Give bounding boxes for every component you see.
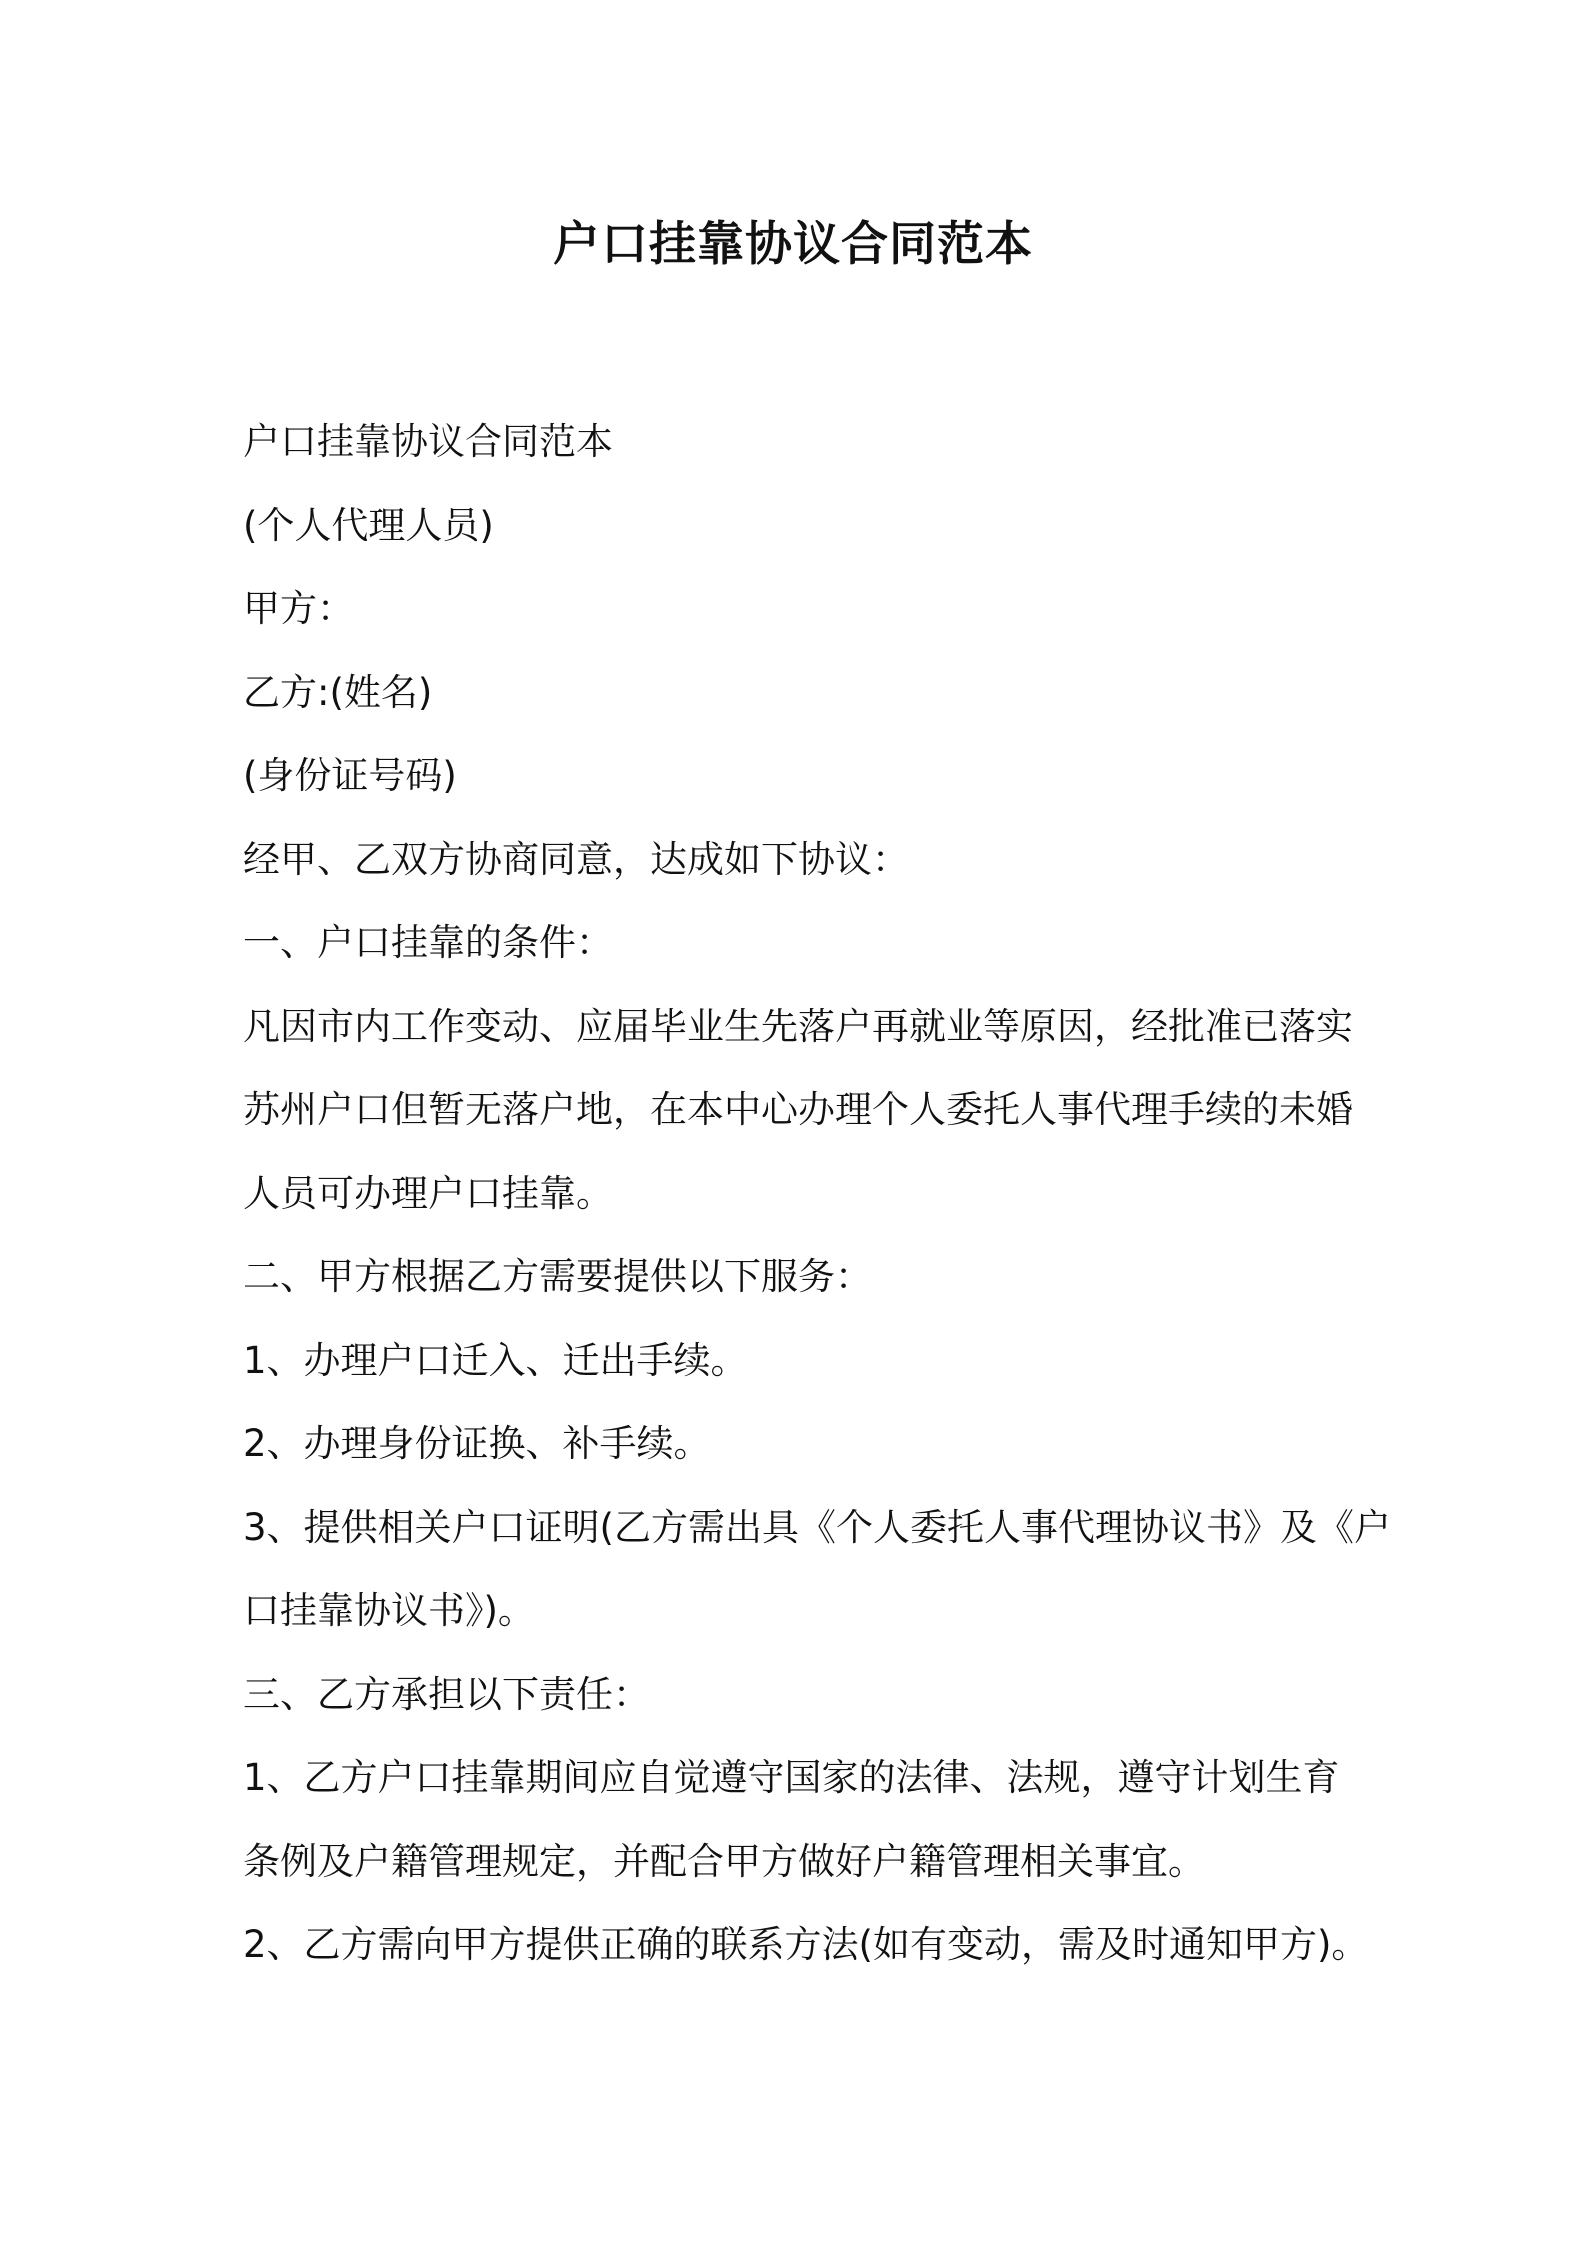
section-1-text-line: 人员可办理户口挂靠。 — [243, 1171, 613, 1215]
party-b-name-line: 乙方:(姓名) — [243, 670, 433, 714]
section-3-item-1-cont: 条例及户籍管理规定，并配合甲方做好户籍管理相关事宜。 — [243, 1839, 1205, 1883]
doc-subtitle-line: 户口挂靠协议合同范本 — [243, 420, 613, 463]
document-title: 户口挂靠协议合同范本 — [553, 217, 1033, 272]
section-1-text-line: 凡因市内工作变动、应届毕业生先落户再就业等原因，经批准已落实 — [243, 1004, 1353, 1048]
section-3-heading: 三、乙方承担以下责任： — [243, 1672, 650, 1716]
section-3-item-1: 1、乙方户口挂靠期间应自觉遵守国家的法律、法规，遵守计划生育 — [243, 1756, 1340, 1799]
section-2-item-3: 3、提供相关户口证明(乙方需出具《个人委托人事代理协议书》及《户 — [243, 1505, 1391, 1549]
personnel-type-line: (个人代理人员) — [243, 503, 494, 547]
section-2-item-3-cont: 口挂靠协议书》)。 — [243, 1589, 535, 1632]
section-1-heading: 一、户口挂靠的条件： — [243, 921, 613, 964]
party-b-id-line: (身份证号码) — [243, 754, 457, 797]
section-1-text-line: 苏州户口但暂无落户地，在本中心办理个人委托人事代理手续的未婚 — [243, 1088, 1353, 1131]
section-2-item-1: 1、办理户口迁入、迁出手续。 — [243, 1338, 748, 1382]
document-body — [243, 400, 1391, 1987]
section-2-item-2: 2、办理身份证换、补手续。 — [243, 1422, 711, 1465]
section-2-heading: 二、甲方根据乙方需要提供以下服务： — [243, 1255, 872, 1298]
agreement-intro-line: 经甲、乙双方协商同意，达成如下协议： — [243, 837, 909, 881]
section-3-item-2: 2、乙方需向甲方提供正确的联系方法(如有变动，需及时通知甲方)。 — [243, 1923, 1369, 1966]
party-a-line: 甲方： — [243, 587, 354, 630]
